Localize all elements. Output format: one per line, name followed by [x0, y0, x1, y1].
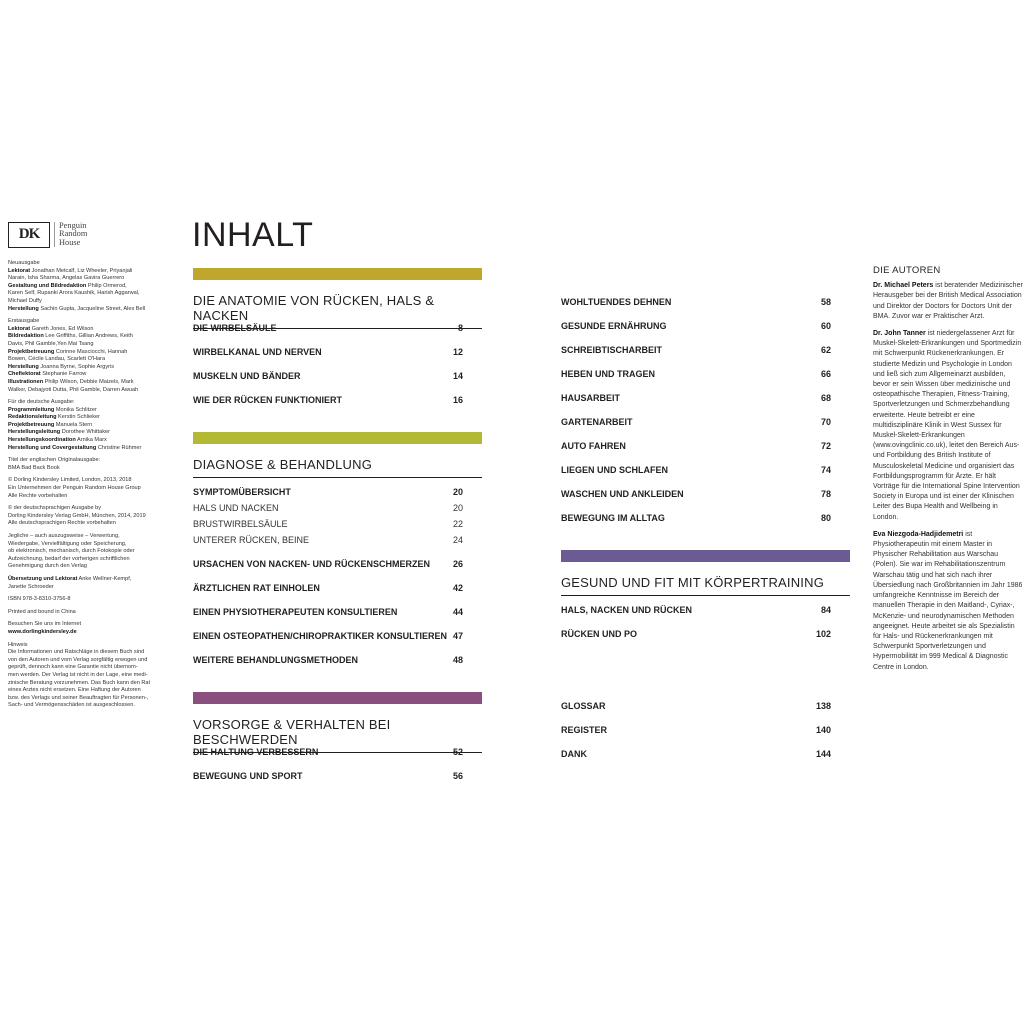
imprint-text: Printed and bound in China [8, 608, 76, 615]
imprint-line [8, 306, 158, 314]
toc-entry-page-number: 60 [820, 321, 831, 331]
imprint-line [8, 268, 158, 276]
imprint-text: Walker, Debajyoti Dutta, Phil Gamble, Darren Awuah [8, 386, 139, 393]
toc-entry[interactable] [193, 771, 463, 781]
imprint-line [8, 437, 158, 445]
toc-entry-page-number: 52 [452, 747, 463, 757]
imprint-text: ISBN 978-3-8310-3756-8 [8, 596, 71, 603]
toc-entry-page-number: 68 [820, 393, 831, 403]
imprint-line [8, 356, 158, 364]
imprint-role: Herstellungsleitung [8, 429, 61, 436]
imprint-text: bzw. des Verlags und seiner Beauftragten für Personen-, [8, 694, 149, 701]
toc-entry-page-number: 20 [452, 503, 463, 513]
toc-entry[interactable] [561, 629, 831, 639]
imprint-text: Michael Duffy [8, 297, 42, 304]
imprint-role: Bildredaktion [8, 333, 44, 340]
imprint-line [8, 520, 158, 528]
imprint-line [8, 548, 158, 556]
toc-entry-page-number: 26 [452, 559, 463, 569]
toc-entry-label: GESUNDE ERNÄHRUNG [561, 321, 667, 331]
toc-entry[interactable] [561, 441, 831, 451]
imprint-line [8, 556, 158, 564]
imprint-column [8, 222, 158, 715]
imprint-text: zinische Beratung vorzunehmen. Das Buch kann den Rat [8, 679, 151, 686]
imprint-role: Chefiektorat [8, 371, 41, 378]
toc-entry-page-number: 84 [820, 605, 831, 615]
toc-entry-label: BEWEGUNG UND SPORT [193, 771, 303, 781]
toc-entry-page-number: 8 [457, 323, 463, 333]
imprint-line [8, 445, 158, 453]
imprint-text: Joanna Byrne, Sophie Argyris [38, 363, 115, 370]
imprint-text: eines Arztes nicht ersetzen. Eine Haftung der Autoren [8, 687, 141, 694]
imprint-text: Dorling Kindersley Verlag GmbH, München, 2014, 2019 [8, 512, 146, 519]
toc-entry[interactable] [193, 631, 463, 641]
toc-entry-label: REGISTER [561, 725, 608, 735]
imprint-block [8, 621, 158, 636]
imprint-line [8, 664, 158, 672]
imprint-role: Programmleitung [8, 406, 55, 413]
imprint-block [8, 260, 158, 313]
section-heading-fitness: GESUND UND FIT MIT KÖRPERTRAINING [561, 575, 850, 596]
imprint-line [8, 680, 158, 688]
toc-entry[interactable] [193, 607, 463, 617]
toc-entry-page-number: 78 [820, 489, 831, 499]
toc-entry-page-number: 70 [820, 417, 831, 427]
authors-column [873, 266, 1023, 680]
imprint-line [8, 505, 158, 513]
toc-entry[interactable] [561, 513, 831, 523]
toc-entry-label: AUTO FAHREN [561, 441, 626, 451]
toc-entry-label: SCHREIBTISCHARBEIT [561, 345, 663, 355]
imprint-text: Arnika Marx [75, 437, 107, 444]
toc-entry-label: BRUSTWIRBELSÄULE [193, 519, 288, 529]
imprint-line [8, 687, 158, 695]
imprint-text: Lee Griffiths, Gillian Andrews, Keith [43, 333, 133, 340]
toc-entry-label: WIE DER RÜCKEN FUNKTIONIERT [193, 395, 342, 405]
toc-entry-label: LIEGEN UND SCHLAFEN [561, 465, 669, 475]
imprint-text: Sach- und Vermögensschäden ist ausgeschlossen. [8, 702, 135, 709]
imprint-text: Corinne Masciocchi, Hannah [54, 348, 128, 355]
toc-entry-label: MUSKELN UND BÄNDER [193, 371, 301, 381]
imprint-line [8, 563, 158, 571]
toc-entry-page-number: 72 [820, 441, 831, 451]
toc-entry-page-number: 62 [820, 345, 831, 355]
imprint-role: Projektbetreuung [8, 348, 55, 355]
imprint-line [8, 290, 158, 298]
imprint-text: Dorothee Whittaker [60, 429, 110, 436]
imprint-line [8, 275, 158, 283]
imprint-block [8, 477, 158, 500]
toc-entry-label: SYMPTOMÜBERSICHT [193, 487, 291, 497]
imprint-role: Lektorat [8, 267, 31, 274]
imprint-text: Die Informationen und Ratschläge in diesem Buch sind [8, 649, 145, 656]
imprint-text: BMA Bad Back Book [8, 464, 60, 471]
imprint-text: Wiedergabe, Vervielfältigung oder Speicherung, [8, 540, 127, 547]
dk-logo-mark: DK [18, 226, 40, 243]
imprint-block [8, 505, 158, 528]
publisher-logo [8, 222, 158, 248]
toc-entry-label: WOHLTUENDES DEHNEN [561, 297, 672, 307]
section-color-bar-diagnosis [193, 432, 482, 444]
imprint-line [8, 609, 158, 617]
toc-entry-page-number: 102 [815, 629, 831, 639]
imprint-line [8, 576, 158, 584]
imprint-line [8, 333, 158, 341]
imprint-line [8, 364, 158, 372]
author-name: Dr. John Tanner [873, 330, 926, 338]
imprint-text: ob elektronisch, mechanisch, durch Fotokopie oder [8, 548, 135, 555]
toc-entry-page-number: 144 [815, 749, 831, 759]
imprint-line [8, 379, 158, 387]
toc-entry-page-number: 56 [452, 771, 463, 781]
authors-heading: DIE AUTOREN [873, 265, 941, 276]
imprint-text: Bowen, Cécile Landau, Scarlett O'Hara [8, 356, 106, 363]
toc-entry[interactable] [561, 345, 831, 355]
toc-entry-label: GLOSSAR [561, 701, 606, 711]
toc-entry-page-number: 48 [452, 655, 463, 665]
toc-entry-page-number: 58 [820, 297, 831, 307]
imprint-block [8, 609, 158, 617]
toc-entry-label: WIRBELKANAL UND NERVEN [193, 347, 322, 357]
imprint-text: Sachin Gupta, Jacqueline Street, Alex Bell [38, 305, 146, 312]
imprint-role: Gestaltung und Bildredaktion [8, 282, 87, 289]
imprint-text: Hinweis [8, 641, 28, 648]
imprint-text: Anke Wellner-Kempf, [77, 575, 132, 582]
imprint-line [8, 596, 158, 604]
imprint-role: Herstellung [8, 305, 39, 312]
imprint-text: Ein Unternehmen der Penguin Random House Group [8, 485, 141, 492]
toc-entry-page-number: 42 [452, 583, 463, 593]
toc-entry[interactable] [193, 323, 463, 333]
imprint-line [8, 477, 158, 485]
imprint-role: Übersetzung und Lektorat [8, 575, 78, 582]
imprint-block [8, 642, 158, 710]
toc-entry-page-number: 12 [452, 347, 463, 357]
section-heading-prevention: VORSORGE & VERHALTEN BEI BESCHWERDEN [193, 717, 482, 753]
toc-entry-label: ÄRZTLICHEN RAT EINHOLEN [193, 583, 320, 593]
toc-entry[interactable] [561, 297, 831, 307]
imprint-line [8, 513, 158, 521]
imprint-line [8, 629, 158, 637]
toc-entry[interactable] [193, 487, 463, 497]
imprint-role: www.dorlingkindersley.de [8, 628, 77, 635]
imprint-role: Illustrationen [8, 378, 44, 385]
imprint-text: Alle deutschsprachigen Rechte vorbehalten [8, 520, 116, 527]
toc-entry[interactable] [193, 503, 463, 513]
imprint-role: Herstellung [8, 363, 39, 370]
imprint-text: Alle Rechte vorbehalten [8, 492, 68, 499]
imprint-text: men werden. Der Verlag ist nicht in der Lage, eine medi- [8, 671, 148, 678]
imprint-text: Janette Schroeder [8, 583, 54, 590]
imprint-text: Karen Self, Rupanki Arora Kaushik, Harish Aggarwal, [8, 290, 140, 297]
imprint-role: Projektbetreuung [8, 421, 55, 428]
toc-entry[interactable] [561, 465, 831, 475]
toc-entry-page-number: 66 [820, 369, 831, 379]
toc-entry-page-number: 22 [452, 519, 463, 529]
imprint-text: Kerstin Schlieker [56, 414, 101, 421]
imprint-line [8, 584, 158, 592]
toc-entry-label: EINEN OSTEOPATHEN/CHIROPRAKTIKER KONSULTIEREN [193, 631, 448, 641]
imprint-role: Lektorat [8, 325, 31, 332]
toc-entry[interactable] [561, 321, 831, 331]
toc-entry[interactable] [561, 489, 831, 499]
imprint-line [8, 457, 158, 465]
author-bio [873, 329, 1023, 523]
imprint-text: Genehmigung durch den Verlag [8, 563, 87, 570]
imprint-line [8, 283, 158, 291]
toc-entry[interactable] [193, 583, 463, 593]
imprint-line [8, 695, 158, 703]
imprint-text [8, 260, 158, 710]
toc-entry-label: WEITERE BEHANDLUNGSMETHODEN [193, 655, 359, 665]
imprint-line [8, 371, 158, 379]
toc-entry-page-number: 74 [820, 465, 831, 475]
imprint-line [8, 533, 158, 541]
imprint-text: Gareth Jones, Ed Wilson [30, 325, 94, 332]
imprint-line [8, 642, 158, 650]
imprint-text: Monika Schlitzer [54, 406, 97, 413]
imprint-text: Jonathan Metcalf, Liz Wheeler, Priyanjali [30, 267, 133, 274]
toc-entry-label: UNTERER RÜCKEN, BEINE [193, 535, 310, 545]
toc-entry-label: BEWEGUNG IM ALLTAG [561, 513, 665, 523]
toc-entry[interactable] [193, 371, 463, 381]
imprint-line [8, 422, 158, 430]
imprint-text: Narain, Isha Sharma, Angelas Gavira Guerrero [8, 275, 125, 282]
author-bio-text: ist Physiotherapeutin mit einem Master in Physischer Rehabilitation aus Warschau (Polen). Sie war im Rehabilitationszentrum Warschau tätig und hat sich nach ihrer Übersiedlung nach Großbritannien im Jahr 1986 umfangreiche Kenntnisse im Bereich der manuellen Therapie in den Maitland-, Cyriax-, McKenzie- und neurodynamischen Methoden angeeignet. Heute arbeitet sie als Spezialistin für Hals- und Rückenerkrankungen mit Schwerpunkt Sportverletzungen und Hypermobilität im 999 Medical & Diagnostic Centre in London. [873, 530, 1023, 671]
toc-entry[interactable] [193, 519, 463, 529]
toc-entry[interactable] [193, 747, 463, 757]
imprint-text: Davis, Phil Gamble,Yen Mai Tsang [8, 340, 94, 347]
toc-entry[interactable] [193, 559, 463, 569]
imprint-block [8, 399, 158, 452]
imprint-line [8, 349, 158, 357]
imprint-line [8, 414, 158, 422]
imprint-line [8, 621, 158, 629]
imprint-line [8, 429, 158, 437]
imprint-block [8, 596, 158, 604]
toc-entry-page-number: 14 [452, 371, 463, 381]
page-title: INHALT [192, 216, 314, 254]
imprint-line [8, 341, 158, 349]
imprint-text: Aufzeichnung, bedarf der vorherigen schriftlichen [8, 555, 130, 562]
toc-entry[interactable] [193, 395, 463, 405]
section-heading-anatomy: DIE ANATOMIE VON RÜCKEN, HALS & NACKEN [193, 293, 482, 329]
imprint-text: Stephanie Farrow [40, 371, 87, 378]
toc-entry-label: URSACHEN VON NACKEN- UND RÜCKENSCHMERZEN [193, 559, 431, 569]
imprint-text: Neuausgabe [8, 260, 40, 266]
imprint-text: Manuela Stern [54, 421, 93, 428]
imprint-role: Herstellungskoordination [8, 437, 76, 444]
section-color-bar-anatomy [193, 268, 482, 280]
toc-entry-label: HAUSARBEIT [561, 393, 621, 403]
imprint-text: Philip Wilson, Debbie Maizels, Mark [43, 378, 134, 385]
imprint-line [8, 387, 158, 395]
toc-entry-page-number: 140 [815, 725, 831, 735]
toc-entry-label: HEBEN UND TRAGEN [561, 369, 656, 379]
toc-entry-label: HALS, NACKEN UND RÜCKEN [561, 605, 693, 615]
imprint-role: Redaktionsleitung [8, 414, 57, 421]
section-color-bar-prevention [193, 692, 482, 704]
author-bio [873, 530, 1023, 673]
toc-entry-page-number: 16 [452, 395, 463, 405]
toc-entry-page-number: 80 [820, 513, 831, 523]
imprint-text: © Dorling Kindersley Limited, London, 2013, 2018 [8, 477, 132, 484]
publisher-word: Penguin [59, 221, 87, 230]
imprint-block [8, 318, 158, 394]
penguin-random-house-logo [54, 222, 87, 247]
author-name: Eva Niezgoda-Hadjidemetri [873, 530, 964, 538]
imprint-line [8, 407, 158, 415]
toc-entry-page-number: 138 [815, 701, 831, 711]
author-name: Dr. Michael Peters [873, 282, 934, 290]
imprint-line [8, 326, 158, 334]
toc-entry-label: RÜCKEN UND PO [561, 629, 638, 639]
toc-entry[interactable] [561, 605, 831, 615]
imprint-text: © der deutschsprachigen Ausgabe by [8, 505, 102, 512]
imprint-text: Christine Rühmer [96, 444, 142, 451]
toc-entry[interactable] [561, 393, 831, 403]
toc-entry[interactable] [561, 725, 831, 735]
author-bio [873, 281, 1023, 322]
toc-entry[interactable] [561, 417, 831, 427]
toc-entry-label: GARTENARBEIT [561, 417, 633, 427]
publisher-word: House [59, 237, 81, 247]
dk-logo-icon [8, 222, 50, 248]
author-bio-text: ist beratender Medizinischer Herausgeber bei der British Medical Association und Direktor der Doctors for Doctors Unit der BMA. Zuvor war er Praktischer Arzt. [873, 282, 1023, 320]
toc-entry-label: DANK [561, 749, 587, 759]
imprint-line [8, 672, 158, 680]
imprint-block [8, 576, 158, 591]
imprint-role: Herstellung und Covergestaltung [8, 444, 97, 451]
imprint-line [8, 649, 158, 657]
section-heading-diagnosis: DIAGNOSE & BEHANDLUNG [193, 457, 482, 478]
imprint-line [8, 465, 158, 473]
toc-entry-page-number: 20 [452, 487, 463, 497]
imprint-line [8, 399, 158, 407]
imprint-line [8, 485, 158, 493]
imprint-text: Besuchen Sie uns im Internet [8, 621, 82, 628]
imprint-text: Jegliche – auch auszugsweise – Verwertung, [8, 533, 120, 539]
toc-entry[interactable] [193, 535, 463, 545]
toc-entry[interactable] [193, 347, 463, 357]
imprint-line [8, 541, 158, 549]
toc-entry-label: EINEN PHYSIOTHERAPEUTEN KONSULTIEREN [193, 607, 398, 617]
toc-entry-label: HALS UND NACKEN [193, 503, 279, 513]
author-bio-text: ist niedergelassener Arzt für Muskel-Skelett-Erkrankungen und Sportmedizin mit Schwerpunkt Rückenerkrankungen. Er studierte Medizin und Psychologie in London und ließ sich zum Allgemeinarzt ausbilden, bevor er sein Wissen über medizinische und osteopathische Therapien, Fitness-Training, Sportverletzungen und Schmerzbehandlung erweiterte. Heute betreibt er eine multidisziplinäre Klinik in West Sussex für Muskel-Skelett-Erkrankungen (www.ovingclinic.co.uk), leitet den Bereich Aus- und Fortbildung des British Institute of Musculoskeletal Medicine und organisiert das Fortbildungsprogramm für Ärzte. Er hält Vorträge für die International Spine Intervention Society in Europa und ist einer der Klinischen Leiter des Bupa Health and Wellbeing in London. [873, 330, 1022, 521]
toc-entry-label: WASCHEN UND ANKLEIDEN [561, 489, 684, 499]
imprint-block [8, 457, 158, 472]
toc-entry-page-number: 24 [452, 535, 463, 545]
imprint-line [8, 260, 158, 268]
imprint-text: geprüft, dennoch kann eine Garantie nicht übernom- [8, 664, 138, 671]
imprint-text: Für die deutsche Ausgabe: [8, 399, 75, 406]
toc-entry[interactable] [193, 655, 463, 665]
section-color-bar-fitness [561, 550, 850, 562]
imprint-line [8, 702, 158, 710]
toc-entry[interactable] [561, 701, 831, 711]
imprint-line [8, 657, 158, 665]
imprint-block [8, 533, 158, 571]
imprint-line [8, 493, 158, 501]
toc-entry-label: DIE HALTUNG VERBESSERN [193, 747, 319, 757]
toc-entry-page-number: 47 [452, 631, 463, 641]
toc-entry[interactable] [561, 749, 831, 759]
toc-entry[interactable] [561, 369, 831, 379]
toc-entry-label: DIE WIRBELSÄULE [193, 323, 277, 333]
imprint-text: Erstausgabe [8, 318, 40, 325]
imprint-line [8, 298, 158, 306]
toc-entry-page-number: 44 [452, 607, 463, 617]
imprint-line [8, 318, 158, 326]
imprint-text: von den Autoren und vom Verlag sorgfältig erwogen und [8, 656, 148, 663]
publisher-word: Random [59, 229, 88, 239]
imprint-text: Titel der englischen Originalausgabe: [8, 457, 101, 464]
imprint-text: Philip Ormerod, [86, 282, 127, 289]
